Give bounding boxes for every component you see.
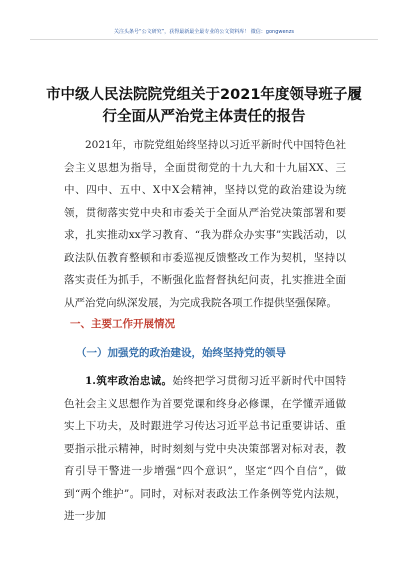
document-title: 市中级人民法院院党组关于2021年度领导班子履行全面从严治党主体责任的报告: [46, 87, 362, 125]
point-label: 1.筑牢政治忠诚。: [85, 375, 173, 387]
subsection-heading: （一）加强党的政治建设，始终坚持党的领导: [76, 347, 286, 359]
point-text: 始终把学习贯彻习近平新时代中国特色社会主义思想作为首要党课和终身必修课，在学懂弄通做实上下功夫，及时跟进学习传达习近平总书记重要讲话、重要指示批示精神，时时刻刻与党中央决策部署对标对表，教育引导干警进一步增强“四个意识”，坚定“四个自信”，做到“两个维护”。同时，对标对表政法工作条例等党内法规，进一步加: [64, 375, 347, 522]
intro-paragraph: 2021年，市院党组始终坚持以习近平新时代中国特色社会主义思想为指导，全面贯彻党的十九大和十九届XX、三中、四中、五中、X中X会精神，坚持以党的政治建设为统领，贯彻落实党中央和市委关于全面从严治党决策部署和要求，扎实推动xx学习教育、“我为群众办实事”实践活动，以政法队伍教育整顿和市委巡视反馈整改工作为契机，坚持以落实责任为抓手，不断强化监督督执纪问责，扎实推进全面从严治党向纵深发展，为完成我院各项工作提供坚强保障。: [64, 139, 346, 309]
section-heading: 一、主要工作开展情况: [70, 318, 175, 330]
point-paragraph: [64, 370, 346, 528]
promo-banner: 关注头条号“公文研究”，获得最新最全最专业的公文资料库！ 微信：gongwenzs: [114, 29, 294, 35]
banner-divider: [30, 39, 378, 40]
